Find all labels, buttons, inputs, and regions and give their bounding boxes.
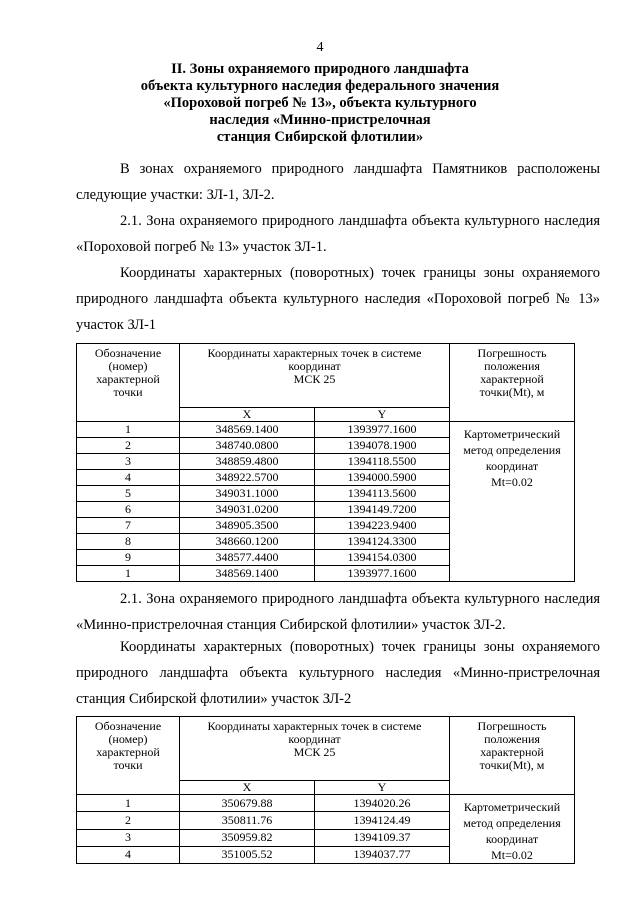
x-value: 348577.4400: [180, 550, 315, 566]
method-line: Картометрический: [463, 800, 561, 814]
header-line: характерной: [96, 745, 160, 759]
point-number: 2: [77, 438, 180, 454]
point-number: 1: [77, 422, 180, 438]
x-value: 350679.88: [180, 795, 315, 812]
table-row: [77, 422, 575, 438]
section-heading: [120, 61, 520, 146]
header-line: характерной: [96, 372, 160, 386]
point-number: 2: [77, 812, 180, 829]
x-value: 350959.82: [180, 829, 315, 846]
coords-table-zl1: [76, 343, 575, 582]
x-value: 351005.52: [180, 846, 315, 863]
table-row: [77, 795, 575, 812]
header-line: МСК 25: [293, 372, 336, 386]
point-number: 3: [77, 829, 180, 846]
heading-line: «Пороховой погреб № 13», объекта культурного: [163, 95, 477, 111]
x-value: 349031.0200: [180, 502, 315, 518]
method-line: координат: [485, 459, 539, 473]
header-line: Координаты характерных точек в системе: [207, 346, 422, 360]
y-value: 1394149.7200: [315, 502, 450, 518]
header-line: положения: [484, 732, 540, 746]
col-header-x: X: [180, 408, 315, 422]
y-value: 1393977.1600: [315, 422, 450, 438]
method-line: Mt=0.02: [491, 475, 533, 489]
header-line: (номер): [108, 732, 148, 746]
header-line: характерной: [480, 372, 544, 386]
point-number: 6: [77, 502, 180, 518]
method-line: метод определения: [463, 443, 561, 457]
method-line: Mt=0.02: [491, 848, 533, 862]
point-number: 4: [77, 846, 180, 863]
col-header-y: Y: [315, 408, 450, 422]
zone-2-paragraph: 2.1. Зона охраняемого природного ландшафта объекта культурного наследия «Минно-пристрелочная станция Сибирской флотилии» участок ЗЛ-2.: [76, 591, 600, 633]
y-value: 1394020.26: [315, 795, 450, 812]
x-value: 348859.4800: [180, 454, 315, 470]
header-line: положения: [484, 359, 540, 373]
col-header-number: [77, 344, 180, 422]
header-line: МСК 25: [293, 745, 336, 759]
header-line: Обозначение: [94, 719, 162, 733]
heading-line: наследия «Минно-пристрелочная: [209, 112, 431, 128]
coords-table-zl2: [76, 716, 575, 864]
zone-2-coords-caption: Координаты характерных (поворотных) точек границы зоны охраняемого природного ландшафта объекта культурного наследия «Минно-пристрелочная станция Сибирской флотилии» участок ЗЛ-2: [76, 639, 600, 707]
method-line: Картометрический: [463, 427, 561, 441]
heading-line: станция Сибирской флотилии»: [216, 129, 424, 145]
col-header-y: Y: [315, 781, 450, 795]
header-line: Погрешность: [477, 346, 547, 360]
x-value: 348922.5700: [180, 470, 315, 486]
x-value: 348660.1200: [180, 534, 315, 550]
intro-paragraph: В зонах охраняемого природного ландшафта Памятников расположены следующие участки: ЗЛ-1, ЗЛ-2.: [76, 161, 600, 203]
y-value: 1394124.3300: [315, 534, 450, 550]
header-line: (номер): [108, 359, 148, 373]
y-value: 1394124.49: [315, 812, 450, 829]
col-header-x: X: [180, 781, 315, 795]
y-value: 1394037.77: [315, 846, 450, 863]
y-value: 1394223.9400: [315, 518, 450, 534]
header-line: точки: [113, 758, 143, 772]
header-line: координат: [288, 359, 341, 373]
x-value: 348905.3500: [180, 518, 315, 534]
heading-line: II. Зоны охраняемого природного ландшафта: [171, 61, 469, 77]
x-value: 348569.1400: [180, 422, 315, 438]
y-value: 1394078.1900: [315, 438, 450, 454]
point-number: 9: [77, 550, 180, 566]
page-number: 4: [316, 40, 324, 55]
header-line: координат: [288, 732, 341, 746]
error-method-cell: [450, 795, 575, 864]
x-value: 348569.1400: [180, 566, 315, 582]
header-line: точки(Mt), м: [479, 758, 545, 772]
y-value: 1394118.5500: [315, 454, 450, 470]
col-header-number: [77, 717, 180, 795]
y-value: 1394000.5900: [315, 470, 450, 486]
point-number: 4: [77, 470, 180, 486]
col-header-coordinates: [180, 344, 450, 408]
point-number: 7: [77, 518, 180, 534]
header-line: характерной: [480, 745, 544, 759]
y-value: 1394113.5600: [315, 486, 450, 502]
header-line: Обозначение: [94, 346, 162, 360]
point-number: 8: [77, 534, 180, 550]
y-value: 1394109.37: [315, 829, 450, 846]
header-line: Координаты характерных точек в системе: [207, 719, 422, 733]
header-line: Погрешность: [477, 719, 547, 733]
heading-line: объекта культурного наследия федерального значения: [140, 78, 500, 94]
y-value: 1394154.0300: [315, 550, 450, 566]
y-value: 1393977.1600: [315, 566, 450, 582]
col-header-error: [450, 717, 575, 795]
x-value: 350811.76: [180, 812, 315, 829]
col-header-error: [450, 344, 575, 422]
zone-1-coords-caption: Координаты характерных (поворотных) точек границы зоны охраняемого природного ландшафта объекта культурного наследия «Пороховой погреб № 13» участок ЗЛ-1: [76, 265, 600, 333]
point-number: 1: [77, 795, 180, 812]
point-number: 5: [77, 486, 180, 502]
method-line: метод определения: [463, 816, 561, 830]
point-number: 3: [77, 454, 180, 470]
header-line: точки: [113, 385, 143, 399]
col-header-coordinates: [180, 717, 450, 781]
point-number: 1: [77, 566, 180, 582]
zone-1-paragraph: 2.1. Зона охраняемого природного ландшафта объекта культурного наследия «Пороховой погреб № 13» участок ЗЛ-1.: [76, 213, 600, 255]
x-value: 349031.1000: [180, 486, 315, 502]
header-line: точки(Mt), м: [479, 385, 545, 399]
method-line: координат: [485, 832, 539, 846]
x-value: 348740.0800: [180, 438, 315, 454]
error-method-cell: [450, 422, 575, 582]
